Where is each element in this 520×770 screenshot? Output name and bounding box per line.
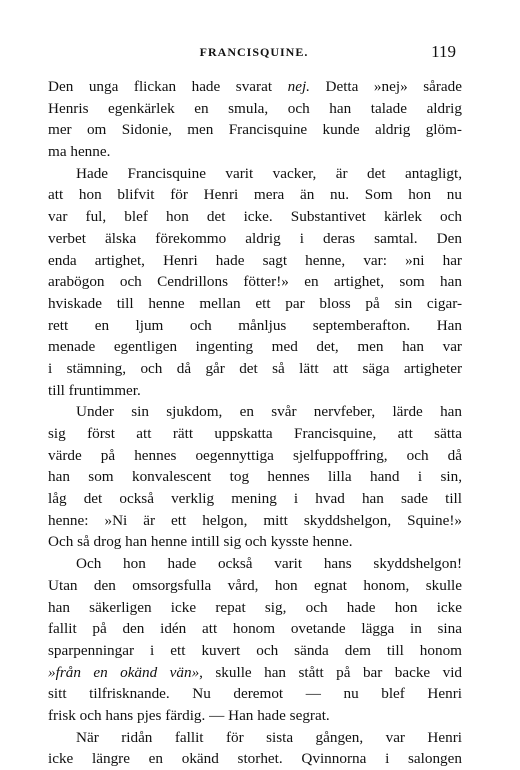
- text-line-10: arabögon och Cendrillons fötter!» en artighet, som han: [48, 273, 462, 291]
- text-line-6: att hon blifvit för Henri mera än nu. Som hon nu: [48, 186, 462, 204]
- text-line-8: verbet älska förekommo aldrig i deras samtal. Den: [48, 229, 462, 247]
- text-line-28-rest: , skulle han stått på bar backe vid: [199, 663, 463, 681]
- text-line-30: frisk och hans pjes färdig. — Han hade segrat.: [48, 706, 330, 724]
- text-line-16: Under sin sjukdom, en svår nervfeber, lärde han: [76, 403, 462, 421]
- text-line-1-end: Detta »nej» sårade: [309, 78, 462, 95]
- text-line-32: icke längre en okänd storhet. Qvinnorna i salongen: [48, 750, 462, 768]
- text-line-27: sparpenningar i ett kuvert och sända dem till honom: [48, 641, 462, 659]
- text-line-21: henne: »Ni är ett helgon, mitt skyddshelgon, Squine!»: [48, 511, 462, 529]
- text-line-4: ma henne.: [48, 143, 111, 161]
- body-text: [48, 76, 462, 770]
- text-line-19: han som konvalescent tog hennes lilla hand i sin,: [48, 468, 462, 486]
- text-line-31: När ridån fallit för sista gången, var Henri: [76, 728, 462, 746]
- text-line-3: mer om Sidonie, men Francisquine kunde aldrig glöm-: [48, 121, 462, 139]
- text-line-1-start: Den unga flickan hade svarat: [48, 78, 288, 95]
- text-line-5: Hade Francisquine varit vacker, är det antagligt,: [76, 164, 462, 182]
- text-line-14: i stämning, och då går det så lätt att säga artigheter: [48, 359, 462, 377]
- page-number: 119: [431, 42, 456, 61]
- text-line-17: sig först att rätt uppskatta Francisquine, att sätta: [48, 425, 462, 442]
- text-line-1: [48, 76, 462, 98]
- text-line-23: Och hon hade också varit hans skyddshelgon!: [76, 555, 462, 573]
- text-line-28: [48, 662, 462, 684]
- emphasis-fran-okand: »från en okänd vän»: [48, 663, 200, 681]
- emphasis-nej: nej.: [287, 78, 310, 95]
- running-title: FRANCISQUINE.: [199, 45, 309, 59]
- text-line-7: var ful, blef hon det icke. Substantivet kärlek och: [48, 208, 462, 226]
- text-line-25: han säkerligen icke repat sig, och hade hon icke: [48, 598, 462, 616]
- text-line-24: Utan den omsorgsfulla vård, hon egnat honom, skulle: [48, 576, 462, 594]
- text-line-2: Henris egenkärlek en smula, och han talade aldrig: [48, 99, 462, 117]
- text-line-11: hviskade till henne mellan ett par bloss på sin cigar-: [48, 294, 462, 312]
- text-line-26: fallit på den idén att honom ovetande lägga in sina: [48, 620, 462, 638]
- text-line-13: menade egentligen ingenting med det, men han var: [48, 338, 462, 356]
- text-line-22: Och så drog han henne intill sig och kysste henne.: [48, 533, 353, 551]
- running-header: [52, 42, 456, 66]
- text-line-9: enda artighet, Henri hade sagt henne, var: »ni har: [48, 251, 462, 269]
- text-line-18: värde på hennes oegennyttiga sjelfuppoffring, och då: [48, 446, 462, 464]
- text-line-12: rett en ljum och månljus septemberafton. Han: [48, 316, 462, 334]
- text-line-15: till fruntimmer.: [48, 381, 141, 399]
- text-line-20: låg det också verklig mening i hvad han sade till: [48, 490, 462, 508]
- text-line-29: sitt tilfrisknande. Nu deremot — nu blef Henri: [48, 685, 462, 703]
